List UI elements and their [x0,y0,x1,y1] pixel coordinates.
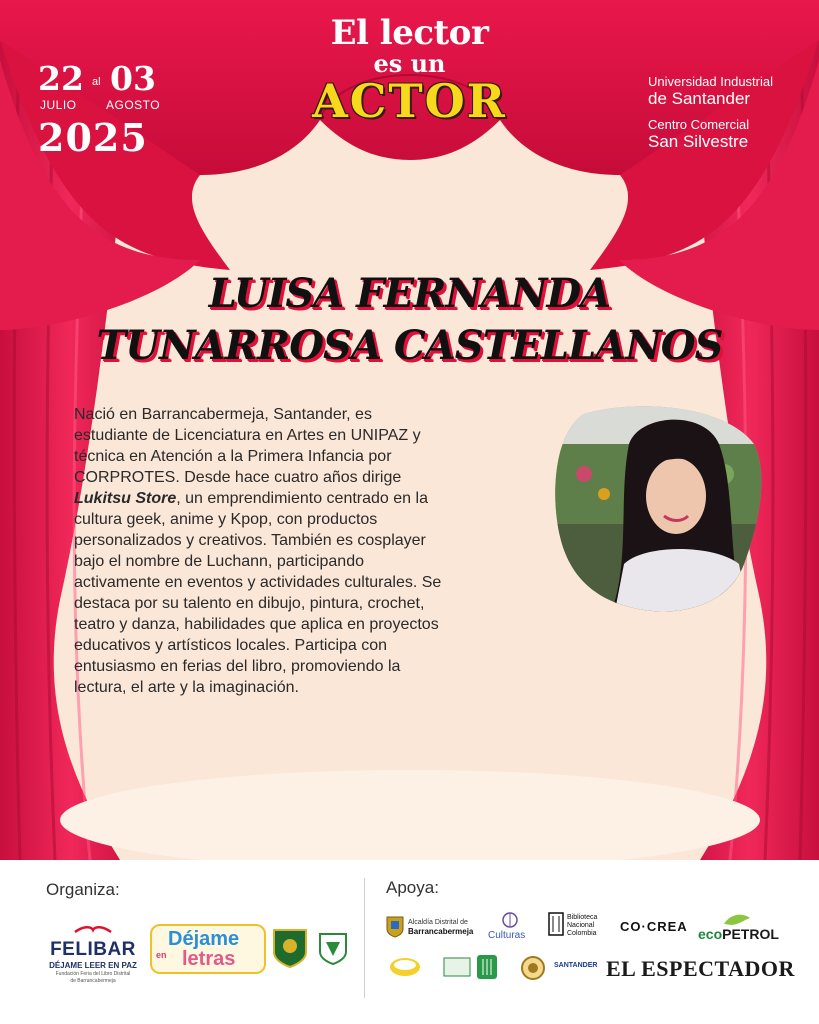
bio-line-store [74,488,554,509]
alcaldia-shield-icon [386,916,404,938]
biography [74,404,554,698]
store-name: Lukitsu Store [74,490,177,507]
venues [648,74,773,152]
dejame-word2: en [156,950,167,960]
person-last-names: TUNARROSA CASTELLANOS [96,322,723,369]
green-square-logo-icon [476,954,498,980]
felibar-sub2: de Barrancabermeja [70,978,116,984]
apoya-label: Apoya: [386,878,439,897]
title-line2: es un [373,49,446,78]
person-first-names: LUISA FERNANDA [208,270,611,317]
bio-line: un emprendimiento centrado en la [185,490,428,507]
bio-line: bajo el nombre de Luchann, participando [74,553,364,570]
bio-line: teatro y danza, habilidades que aplica en proyectos [74,616,439,633]
start-month: JULIO [40,98,77,112]
venue-1-line1: Universidad Industrial [648,74,774,89]
portrait-photo [554,404,764,616]
biblioteca-line1: Biblioteca [567,914,598,921]
bio-line: cultura geek, anime y Kpop, con productos [74,511,378,528]
event-year: 2025 [38,115,148,160]
biblioteca-line2: Nacional [567,922,595,929]
bio-line: estudiante de Licenciatura en Artes en UNIPAZ y [74,427,421,444]
felibar-logo [46,920,140,985]
bio-line: CORPROTES. Desde hace cuatro años dirige [74,469,402,486]
el-espectador-logo: EL ESPECTADOR [606,956,795,981]
ecopetrol-part1: eco [698,926,723,942]
end-month: AGOSTO [106,98,161,112]
biblioteca-icon [548,912,564,936]
date-connector: al [92,76,101,88]
ecopetrol-logo [698,926,779,942]
bio-line: técnica en Atención a la Primera Infancia por [74,448,392,465]
shield-logo-1 [272,928,308,968]
bio-line: lectura, el arte y la imaginación. [74,679,299,696]
gold-seal-icon [520,955,546,981]
dejame-word1: Déjame [168,928,240,950]
alcaldia-line2: Barrancabermeja [408,927,474,936]
bio-line: activamente en eventos y actividades culturales. Se [74,574,442,591]
sanilvestre-logo-icon [388,956,422,978]
felibar-tagline: DÉJAME LEER EN PAZ [49,961,137,970]
bio-line: destaca por su talento en dibujo, pintura, crochet, [74,595,425,612]
start-day: 22 [38,59,84,98]
store-suffix: , [176,490,181,507]
dejame-word3: letras [182,948,236,970]
organiza-label: Organiza: [46,880,120,899]
felibar-sub1: Fundación Feria del Libro Distrital [55,971,131,977]
ecopetrol-part2: PETROL [722,926,779,942]
dejame-en-letras-logo [150,924,266,974]
event-dates [38,59,178,160]
shield-logo-2 [318,932,348,966]
venue-2-line2: San Silvestre [648,132,749,151]
santander-logo: SANTANDER [554,962,598,969]
bio-line: educativos y artísticos locales. Participa con [74,637,388,654]
venue-2-line1: Centro Comercial [648,117,750,132]
culturas-label: Culturas [488,930,526,941]
title-line1: El lector [330,13,489,53]
footer-divider [364,878,365,998]
culturas-icon [500,910,520,930]
alcaldia-line1: Alcaldía Distrital de [408,919,468,926]
bio-line: personalizados y creativos. También es cosplayer [74,532,426,549]
venue-1-line2: de Santander [648,89,751,108]
person-name [0,268,819,372]
end-day: 03 [110,59,156,98]
open-book-icon [73,920,113,934]
bio-line: entusiasmo en ferias del libro, promoviendo la [74,658,401,675]
biblioteca-line3: Colombia [567,930,597,937]
title-line3: ACTOR [312,74,507,128]
felibar-name: FELIBAR [50,939,136,960]
green-badge-icon [442,956,472,978]
cocrea-logo: CO·CREA [620,919,688,934]
bio-line: Nació en Barrancabermeja, Santander, es [74,406,372,423]
